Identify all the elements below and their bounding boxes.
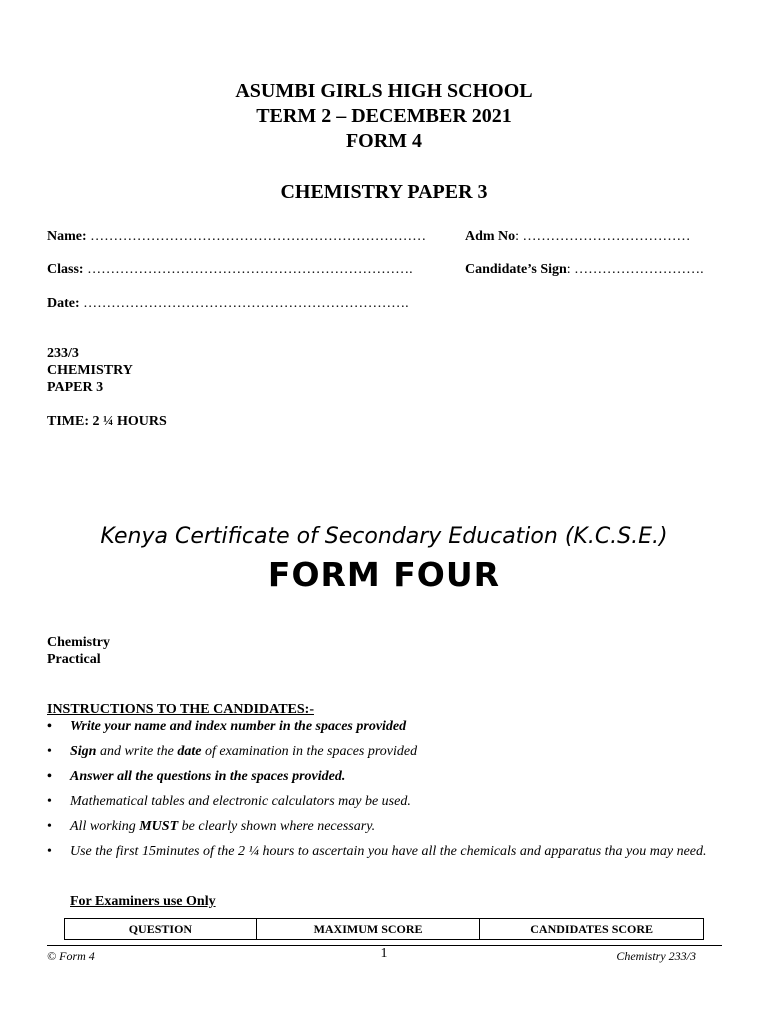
paper-number: PAPER 3 xyxy=(47,380,104,395)
footer-left: © Form 4 xyxy=(47,949,95,963)
name-dots: ……………………………………………………………… xyxy=(90,229,427,244)
name-label: Name: xyxy=(47,229,87,244)
score-table-header-row xyxy=(65,919,704,940)
candidate-sign-dots: : ………………………. xyxy=(566,262,704,277)
score-table xyxy=(64,918,704,940)
page-number: 1 xyxy=(380,946,388,961)
paper-heading: CHEMISTRY PAPER 3 xyxy=(280,181,488,203)
paper-time: TIME: 2 ¼ HOURS xyxy=(47,414,167,429)
instruction-item: • Answer all the questions in the spaces provided. xyxy=(47,764,710,789)
bullet-icon: • xyxy=(47,769,52,784)
name-field xyxy=(47,229,426,245)
candidate-sign-label: Candidate’s Sign xyxy=(465,262,567,277)
column-header-question: QUESTION xyxy=(65,919,257,940)
instructions-title: INSTRUCTIONS TO THE CANDIDATES:- xyxy=(47,702,314,717)
instruction-item: • Use the first 15minutes of the 2 ¼ hours to ascertain you have all the chemicals and apparatus tha you may need. xyxy=(47,839,710,864)
subject-line-1: Chemistry xyxy=(47,635,110,650)
column-header-max-score: MAXIMUM SCORE xyxy=(256,919,480,940)
bullet-icon: • xyxy=(47,744,52,759)
form-heading: FORM 4 xyxy=(345,130,423,152)
kcse-title: Kenya Certificate of Secondary Education (K.C.S.E.) xyxy=(100,524,668,549)
subject-line-2: Practical xyxy=(47,652,101,667)
date-label: Date: xyxy=(47,296,80,311)
bullet-icon: • xyxy=(47,794,52,809)
paper-subject: CHEMISTRY xyxy=(47,363,133,378)
class-label: Class: xyxy=(47,262,84,277)
adm-no-dots: : ……………………………… xyxy=(515,229,691,244)
column-header-candidate-score: CANDIDATES SCORE xyxy=(480,919,704,940)
paper-code: 233/3 xyxy=(47,346,79,361)
instruction-item: • Sign and write the date of examination in the spaces provided xyxy=(47,739,710,764)
date-field xyxy=(47,296,409,312)
adm-no-field xyxy=(465,229,691,245)
form-four-title: FORM FOUR xyxy=(267,555,501,594)
school-name: ASUMBI GIRLS HIGH SCHOOL xyxy=(235,80,533,102)
adm-no-label: Adm No xyxy=(465,229,516,244)
bullet-icon: • xyxy=(47,819,52,834)
instructions-list xyxy=(47,714,710,864)
examiners-title: For Examiners use Only xyxy=(70,894,216,909)
term-heading: TERM 2 – DECEMBER 2021 xyxy=(256,105,512,127)
date-dots: ……………………………………………………………. xyxy=(83,296,409,311)
instruction-item: • All working MUST be clearly shown where necessary. xyxy=(47,814,710,839)
instruction-item: • Write your name and index number in the spaces provided xyxy=(47,714,710,739)
class-dots: ……………………………………………………………. xyxy=(87,262,413,277)
instruction-item: • Mathematical tables and electronic calculators may be used. xyxy=(47,789,710,814)
bullet-icon: • xyxy=(47,844,52,859)
class-field xyxy=(47,262,413,278)
footer-right: Chemistry 233/3 xyxy=(616,949,696,963)
candidate-sign-field xyxy=(465,262,704,278)
bullet-icon: • xyxy=(47,719,52,734)
